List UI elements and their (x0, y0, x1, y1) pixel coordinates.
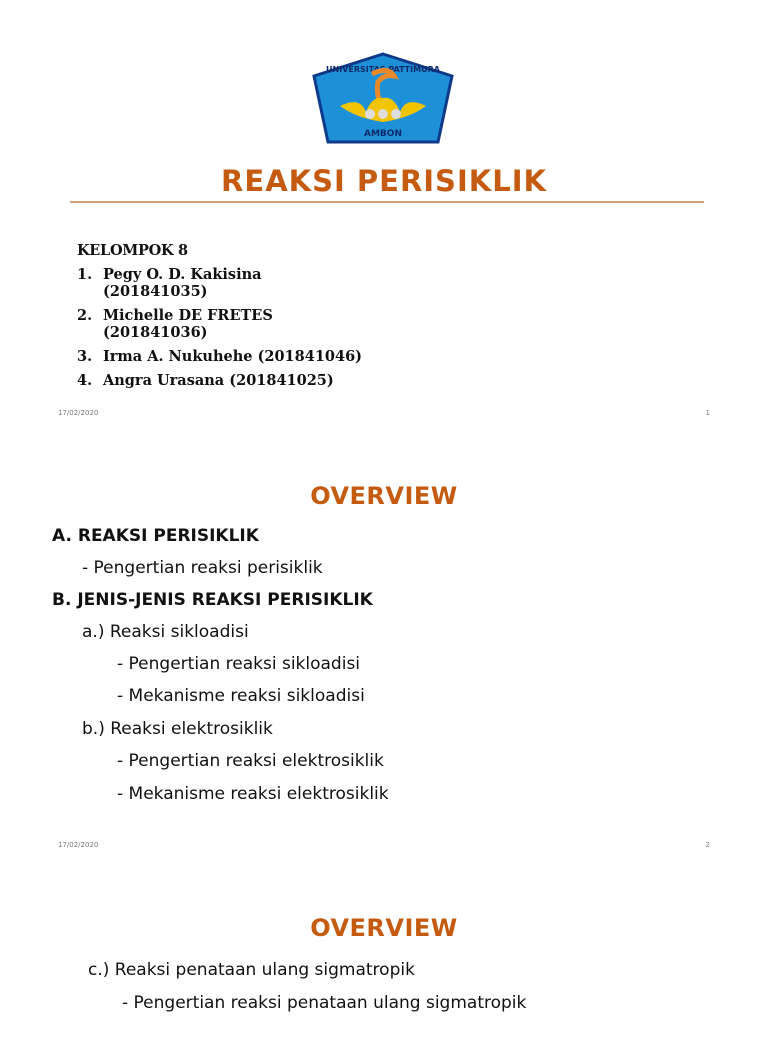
outline-item: - Mekanisme reaksi elektrosiklik (117, 784, 389, 804)
outline-item: a.) Reaksi sikloadisi (82, 622, 249, 642)
outline-item: c.) Reaksi penataan ulang sigmatropik (88, 960, 415, 980)
group-members (77, 242, 403, 396)
group-heading: KELOMPOK 8 (77, 242, 188, 259)
slide-title: REAKSI PERISIKLIK (221, 164, 547, 198)
title-divider (70, 201, 704, 203)
slide-title: OVERVIEW (310, 482, 458, 510)
slide-1 (0, 0, 768, 432)
outline-item: A. REAKSI PERISIKLIK (52, 526, 259, 546)
slide-number: 1 (705, 409, 710, 417)
outline-item: - Pengertian reaksi elektrosiklik (117, 751, 384, 771)
slide-3 (0, 864, 768, 1064)
university-logo-icon (310, 52, 456, 146)
outline-item: - Pengertian reaksi penataan ulang sigmatropik (122, 993, 527, 1013)
member-item: 1. Pegy O. D. Kakisina (201841035) (77, 266, 262, 300)
outline-item: - Pengertian reaksi sikloadisi (117, 654, 361, 674)
outline-item: B. JENIS-JENIS REAKSI PERISIKLIK (52, 590, 373, 610)
slide-2 (0, 432, 768, 864)
svg-text:UNIVERSITAS PATTIMURA: UNIVERSITAS PATTIMURA (326, 65, 440, 74)
member-item: 2. Michelle DE FRETES (201841036) (77, 307, 273, 341)
slide-title: OVERVIEW (310, 914, 458, 942)
member-item: 3. Irma A. Nukuhehe (201841046) (77, 348, 363, 365)
outline-item: - Pengertian reaksi perisiklik (82, 558, 323, 578)
slide-date: 17/02/2020 (58, 841, 99, 849)
slide-number: 2 (705, 841, 710, 849)
slide-date: 17/02/2020 (58, 409, 99, 417)
svg-text:AMBON: AMBON (364, 129, 402, 139)
outline-item: b.) Reaksi elektrosiklik (82, 719, 273, 739)
outline-item: - Mekanisme reaksi sikloadisi (117, 686, 365, 706)
member-item: 4. Angra Urasana (201841025) (77, 372, 334, 389)
